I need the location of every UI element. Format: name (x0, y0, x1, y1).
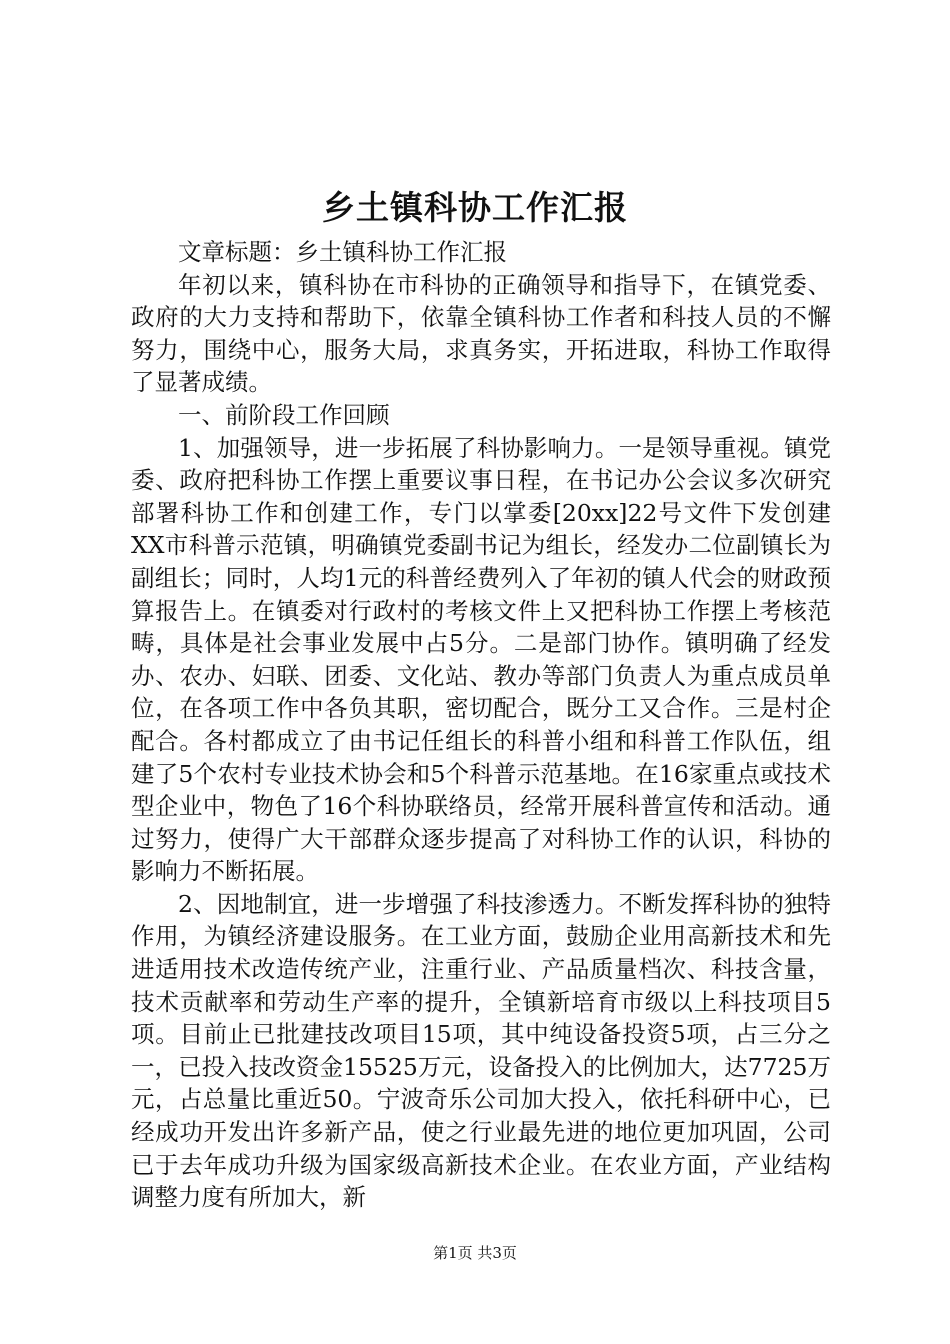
document-body (131, 236, 831, 1214)
section-heading: 一、前阶段工作回顾 (178, 400, 390, 429)
page-number-footer: 第1页 共3页 (433, 1244, 517, 1262)
article-title-line: 文章标题：乡土镇科协工作汇报 (178, 238, 507, 266)
body-paragraph: 1、加强领导，进一步拓展了科协影响力。一是领导重视。镇党委、政府把科协工作摆上重要议事日程，在书记办公会议多次研究部署科协工作和创建工作，专门以掌委[20xx]22号文件下发创建XX市科普示范镇，明确镇党委副书记为组长，经发办二位副镇长为副组长；同时，人均1元的科普经费列入了年初的镇人代会的财政预算报告上。在镇委对行政村的考核文件上又把科协工作摆上考核范畴，具体是社会事业发展中占5分。二是部门协作。镇明确了经发办、农办、妇联、团委、文化站、教办等部门负责人为重点成员单位，在各项工作中各负其职，密切配合，既分工又合作。三是村企配合。各村都成立了由书记任组长的科普小组和科普工作队伍，组建了5个农村专业技术协会和5个科普示范基地。在16家重点或技术型企业中，物色了16个科协联络员，经常开展科普宣传和活动。通过努力，使得广大干部群众逐步提高了对科协工作的认识，科协的影响力不断拓展。 (131, 433, 831, 886)
intro-paragraph: 年初以来，镇科协在市科协的正确领导和指导下，在镇党委、政府的大力支持和帮助下，依靠全镇科协工作者和科技人员的不懈努力，围绕中心，服务大局，求真务实，开拓进取，科协工作取得了显著成绩。 (131, 270, 831, 397)
body-paragraph: 2、因地制宜，进一步增强了科技渗透力。不断发挥科协的独特作用，为镇经济建设服务。在工业方面，鼓励企业用高新技术和先进适用技术改造传统产业，注重行业、产品质量档次、科技含量，技术贡献率和劳动生产率的提升，全镇新培育市级以上科技项目5项。目前止已批建技改项目15项，其中纯设备投资5项，占三分之一，已投入技改资金15525万元，设备投入的比例加大，达7725万元，占总量比重近50。宁波奇乐公司加大投入，依托科研中心，已经成功开发出许多新产品，使之行业最先进的地位更加巩固，公司已于去年成功升级为国家级高新技术企业。在农业方面，产业结构调整力度有所加大，新 (131, 889, 831, 1212)
document-title: 乡土镇科协工作汇报 (322, 188, 628, 227)
